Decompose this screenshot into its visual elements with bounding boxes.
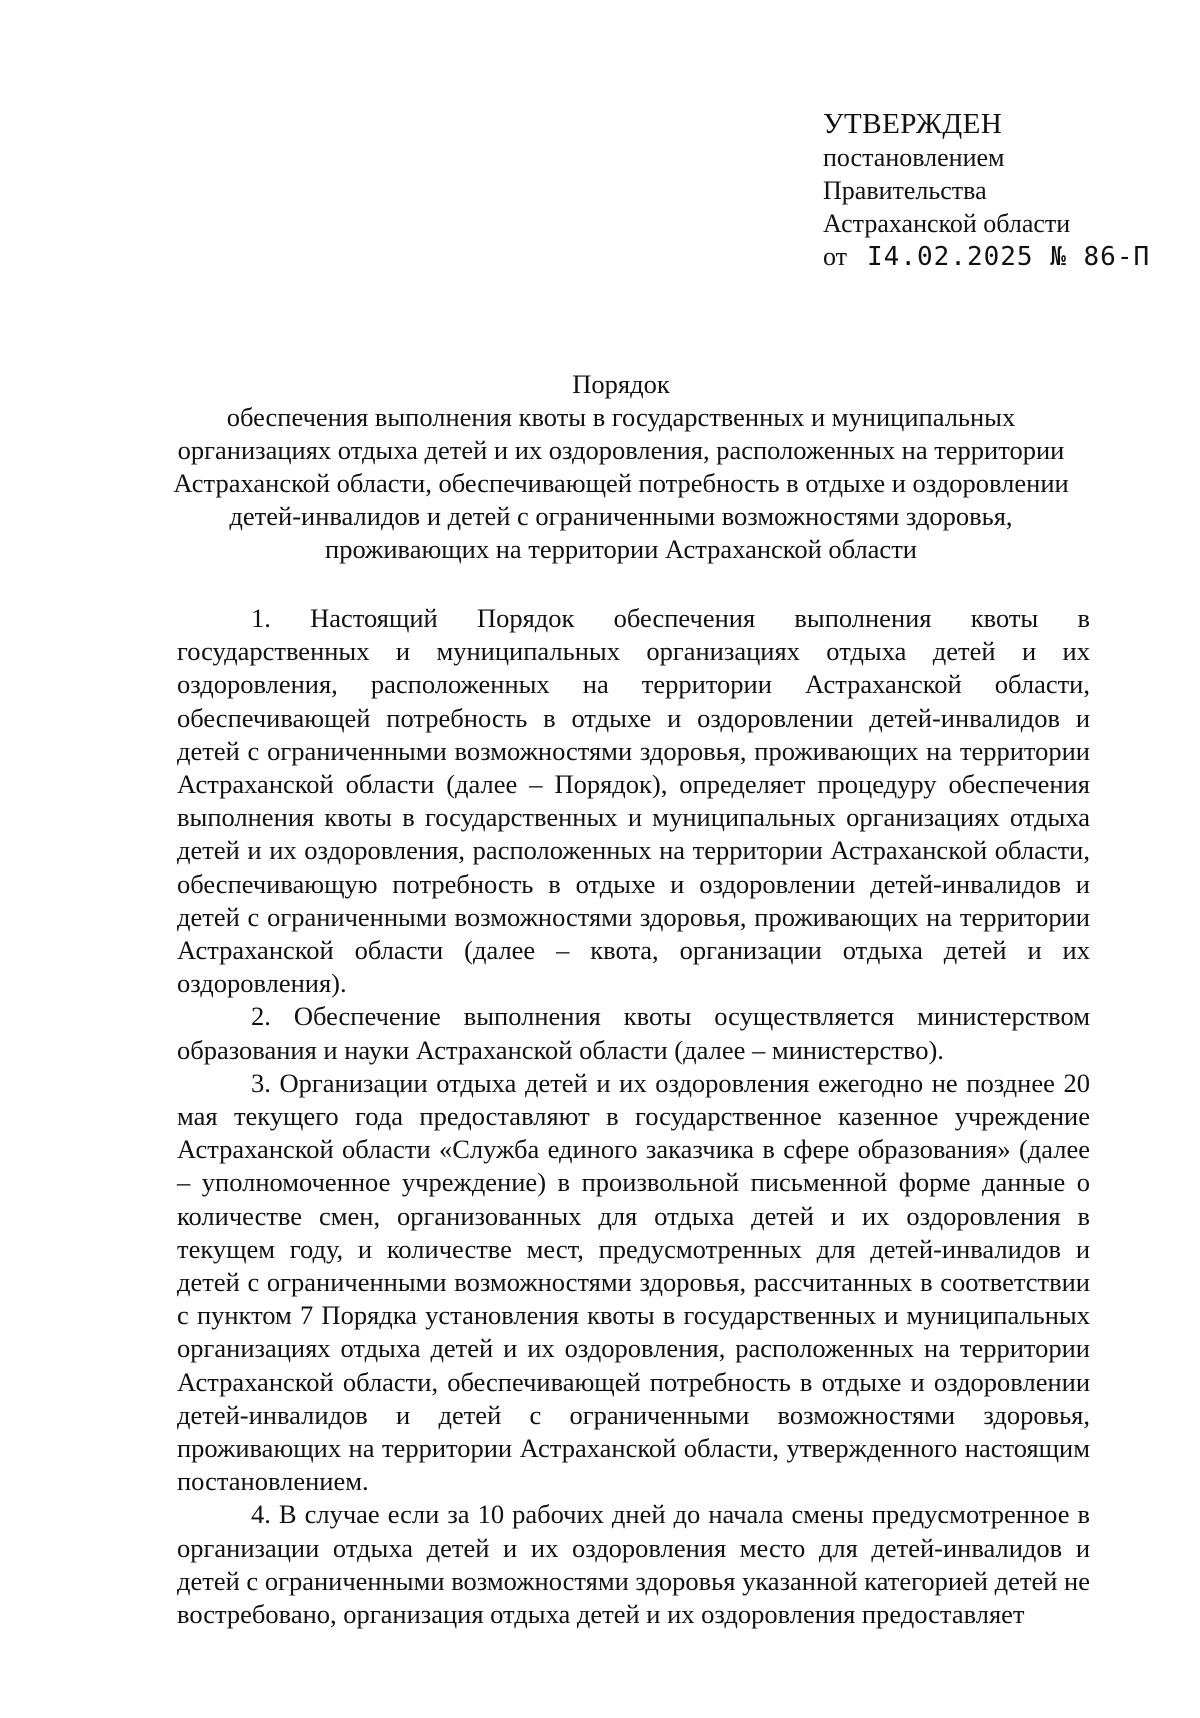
approval-stamp-block	[823, 108, 1150, 274]
approval-title: УТВЕРЖДЕН	[823, 108, 1003, 140]
document-subtitle: обеспечения выполнения квоты в государственных и муниципальных организациях отдыха детей и их оздоровления, расположенных на территории Астраханской области, обеспечивающей потребность в отдыхе и оздоровлении детей-инвалидов и детей с ограниченными возможностями здоровья, проживающих на территории Астраханской области	[173, 402, 1069, 564]
approval-date-number: I4.02.2025 № 86-П	[867, 242, 1151, 272]
document-heading: Порядок	[572, 369, 670, 399]
paragraph-1: 1. Настоящий Порядок обеспечения выполнения квоты в государственных и муниципальных организациях отдыха детей и их оздоровления, расположенных на территории Астраханской области, обеспечивающей потребность в отдыхе и оздоровлении детей-инвалидов и детей с ограниченными возможностями здоровья, проживающих на территории Астраханской области (далее – Порядок), определяет процедуру обеспечения выполнения квоты в государственных и муниципальных организациях отдыха детей и их оздоровления, расположенных на территории Астраханской области, обеспечивающую потребность в отдыхе и оздоровлении детей-инвалидов и детей с ограниченными возможностями здоровья, проживающих на территории Астраханской области (далее – квота, организации отдыха детей и их оздоровления).	[177, 603, 1090, 999]
document-title	[165, 368, 1077, 566]
paragraph-2: 2. Обеспечение выполнения квоты осуществляется министерством образования и науки Астраханской области (далее – министерство).	[177, 1001, 1090, 1065]
approval-date-line	[823, 240, 1150, 274]
approval-line-1: постановлением	[823, 143, 1005, 172]
approval-line-2: Правительства	[823, 176, 987, 205]
approval-line-3: Астраханской области	[823, 209, 1071, 238]
approval-date-prefix: от	[823, 242, 848, 271]
paragraph-3: 3. Организации отдыха детей и их оздоровления ежегодно не позднее 20 мая текущего года предоставляют в государственное казенное учреждение Астраханской области «Служба единого заказчика в сфере образования» (далее – уполномоченное учреждение) в произвольной письменной форме данные о количестве смен, организованных для отдыха детей и их оздоровления в текущем году, и количестве мест, предусмотренных для детей-инвалидов и детей с ограниченными возможностями здоровья, рассчитанных в соответствии с пунктом 7 Порядка установления квоты в государственных и муниципальных организациях отдыха детей и их оздоровления, расположенных на территории Астраханской области, обеспечивающей потребность в отдыхе и оздоровлении детей-инвалидов и детей с ограниченными возможностями здоровья, проживающих на территории Астраханской области, утвержденного настоящим постановлением.	[177, 1067, 1090, 1497]
document-body	[177, 602, 1090, 1631]
paragraph-4: 4. В случае если за 10 рабочих дней до начала смены предусмотренное в организации отдыха детей и их оздоровления место для детей-инвалидов и детей с ограниченными возможностями здоровья указанной категорией детей не востребовано, организация отдыха детей и их оздоровления предоставляет	[177, 1499, 1090, 1630]
